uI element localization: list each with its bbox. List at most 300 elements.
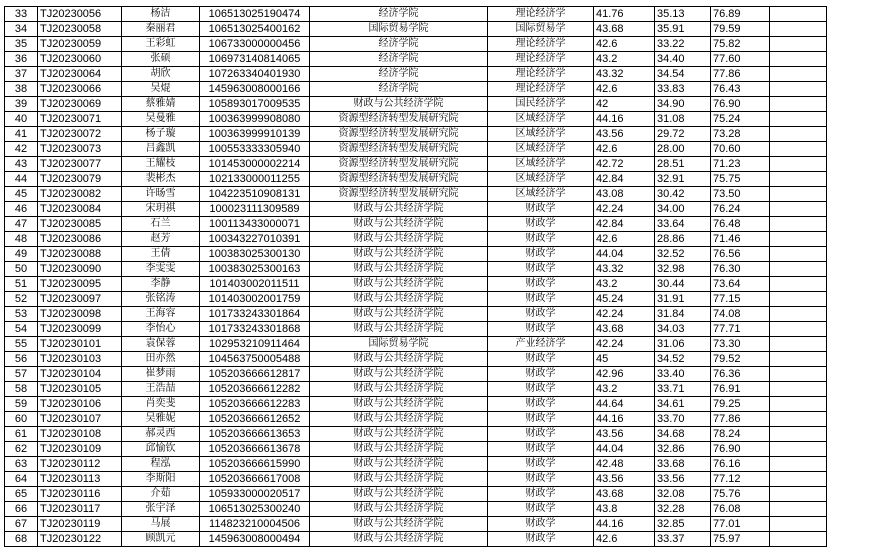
score-2-cell: 33.70 [655, 412, 711, 427]
college-cell: 财政与公共经济学院 [310, 442, 488, 457]
candidate-id-cell: TJ20230071 [38, 112, 122, 127]
college-cell: 财政与公共经济学院 [310, 322, 488, 337]
candidate-id-cell: TJ20230082 [38, 187, 122, 202]
score-2-cell: 30.42 [655, 187, 711, 202]
empty-cell [770, 397, 827, 412]
score-2-cell: 35.13 [655, 7, 711, 22]
name-cell: 秦丽君 [122, 22, 200, 37]
score-1-cell: 43.32 [594, 67, 655, 82]
name-cell: 李怡心 [122, 322, 200, 337]
score-1-cell: 43.32 [594, 262, 655, 277]
candidate-id-cell: TJ20230104 [38, 367, 122, 382]
college-cell: 国际贸易学院 [310, 22, 488, 37]
score-2-cell: 33.37 [655, 532, 711, 547]
score-2-cell: 31.06 [655, 337, 711, 352]
score-2-cell: 33.71 [655, 382, 711, 397]
score-1-cell: 42.6 [594, 142, 655, 157]
name-cell: 袁保蓉 [122, 337, 200, 352]
name-cell: 蔡雅婧 [122, 97, 200, 112]
major-cell: 财政学 [488, 322, 594, 337]
row-index-cell: 43 [5, 157, 38, 172]
table-row [5, 367, 827, 382]
name-cell: 吴焜 [122, 82, 200, 97]
row-index-cell: 67 [5, 517, 38, 532]
major-cell: 区域经济学 [488, 157, 594, 172]
empty-cell [770, 202, 827, 217]
table-row [5, 307, 827, 322]
candidate-id-cell: TJ20230056 [38, 7, 122, 22]
name-cell: 王彩虹 [122, 37, 200, 52]
exam-number-cell: 100383025300130 [200, 247, 310, 262]
row-index-cell: 37 [5, 67, 38, 82]
score-2-cell: 29.72 [655, 127, 711, 142]
major-cell: 财政学 [488, 292, 594, 307]
major-cell: 财政学 [488, 502, 594, 517]
candidate-id-cell: TJ20230107 [38, 412, 122, 427]
score-2-cell: 34.54 [655, 67, 711, 82]
table-row [5, 22, 827, 37]
exam-number-cell: 106733000000456 [200, 37, 310, 52]
total-score-cell: 76.48 [711, 217, 770, 232]
candidate-id-cell: TJ20230069 [38, 97, 122, 112]
empty-cell [770, 7, 827, 22]
candidate-id-cell: TJ20230073 [38, 142, 122, 157]
candidate-id-cell: TJ20230085 [38, 217, 122, 232]
candidate-id-cell: TJ20230101 [38, 337, 122, 352]
major-cell: 财政学 [488, 397, 594, 412]
major-cell: 财政学 [488, 487, 594, 502]
score-1-cell: 44.16 [594, 112, 655, 127]
college-cell: 资源型经济转型发展研究院 [310, 187, 488, 202]
row-index-cell: 34 [5, 22, 38, 37]
candidate-id-cell: TJ20230072 [38, 127, 122, 142]
score-1-cell: 43.2 [594, 52, 655, 67]
table-row [5, 292, 827, 307]
exam-number-cell: 102133000011255 [200, 172, 310, 187]
college-cell: 财政与公共经济学院 [310, 457, 488, 472]
exam-number-cell: 101733243301868 [200, 322, 310, 337]
name-cell: 宋玥祺 [122, 202, 200, 217]
name-cell: 王耀枝 [122, 157, 200, 172]
empty-cell [770, 127, 827, 142]
college-cell: 财政与公共经济学院 [310, 307, 488, 322]
exam-number-cell: 100383025300163 [200, 262, 310, 277]
score-2-cell: 33.40 [655, 367, 711, 382]
table-row [5, 442, 827, 457]
major-cell: 理论经济学 [488, 82, 594, 97]
score-1-cell: 43.68 [594, 22, 655, 37]
major-cell: 财政学 [488, 457, 594, 472]
candidate-id-cell: TJ20230066 [38, 82, 122, 97]
total-score-cell: 73.64 [711, 277, 770, 292]
table-row [5, 277, 827, 292]
college-cell: 财政与公共经济学院 [310, 352, 488, 367]
score-1-cell: 43.8 [594, 502, 655, 517]
exam-number-cell: 100113433000071 [200, 217, 310, 232]
exam-number-cell: 114823210004506 [200, 517, 310, 532]
score-2-cell: 32.28 [655, 502, 711, 517]
score-2-cell: 33.22 [655, 37, 711, 52]
college-cell: 财政与公共经济学院 [310, 232, 488, 247]
row-index-cell: 63 [5, 457, 38, 472]
score-2-cell: 28.00 [655, 142, 711, 157]
major-cell: 财政学 [488, 412, 594, 427]
table-row [5, 127, 827, 142]
exam-number-cell: 106973140814065 [200, 52, 310, 67]
major-cell: 财政学 [488, 352, 594, 367]
score-1-cell: 44.16 [594, 517, 655, 532]
name-cell: 张宇泽 [122, 502, 200, 517]
candidate-id-cell: TJ20230064 [38, 67, 122, 82]
table-row [5, 427, 827, 442]
college-cell: 经济学院 [310, 37, 488, 52]
exam-number-cell: 100553333305940 [200, 142, 310, 157]
empty-cell [770, 67, 827, 82]
candidate-id-cell: TJ20230119 [38, 517, 122, 532]
row-index-cell: 58 [5, 382, 38, 397]
candidate-id-cell: TJ20230105 [38, 382, 122, 397]
college-cell: 财政与公共经济学院 [310, 262, 488, 277]
total-score-cell: 76.90 [711, 97, 770, 112]
college-cell: 财政与公共经济学院 [310, 532, 488, 547]
exam-number-cell: 102953210911464 [200, 337, 310, 352]
total-score-cell: 71.46 [711, 232, 770, 247]
major-cell: 财政学 [488, 262, 594, 277]
major-cell: 财政学 [488, 202, 594, 217]
row-index-cell: 49 [5, 247, 38, 262]
score-1-cell: 42.48 [594, 457, 655, 472]
score-1-cell: 41.76 [594, 7, 655, 22]
major-cell: 理论经济学 [488, 37, 594, 52]
empty-cell [770, 187, 827, 202]
total-score-cell: 75.24 [711, 112, 770, 127]
table-row [5, 262, 827, 277]
exam-number-cell: 104563750005488 [200, 352, 310, 367]
major-cell: 财政学 [488, 427, 594, 442]
table-row [5, 172, 827, 187]
empty-cell [770, 352, 827, 367]
score-1-cell: 42.72 [594, 157, 655, 172]
score-2-cell: 34.61 [655, 397, 711, 412]
table-row [5, 157, 827, 172]
score-2-cell: 34.68 [655, 427, 711, 442]
score-2-cell: 34.40 [655, 52, 711, 67]
name-cell: 杨子璇 [122, 127, 200, 142]
score-1-cell: 43.56 [594, 427, 655, 442]
empty-cell [770, 532, 827, 547]
college-cell: 财政与公共经济学院 [310, 202, 488, 217]
table-row [5, 487, 827, 502]
exam-number-cell: 145963008000494 [200, 532, 310, 547]
name-cell: 崔梦雨 [122, 367, 200, 382]
exam-number-cell: 107263340401930 [200, 67, 310, 82]
table-row [5, 112, 827, 127]
name-cell: 王浩喆 [122, 382, 200, 397]
table-row [5, 472, 827, 487]
total-score-cell: 75.76 [711, 487, 770, 502]
college-cell: 经济学院 [310, 67, 488, 82]
row-index-cell: 48 [5, 232, 38, 247]
score-1-cell: 42.6 [594, 82, 655, 97]
candidate-id-cell: TJ20230112 [38, 457, 122, 472]
major-cell: 国民经济学 [488, 97, 594, 112]
empty-cell [770, 217, 827, 232]
empty-cell [770, 472, 827, 487]
score-2-cell: 33.64 [655, 217, 711, 232]
empty-cell [770, 157, 827, 172]
row-index-cell: 60 [5, 412, 38, 427]
name-cell: 李雯雯 [122, 262, 200, 277]
score-2-cell: 31.91 [655, 292, 711, 307]
row-index-cell: 41 [5, 127, 38, 142]
row-index-cell: 51 [5, 277, 38, 292]
college-cell: 财政与公共经济学院 [310, 427, 488, 442]
empty-cell [770, 277, 827, 292]
college-cell: 财政与公共经济学院 [310, 292, 488, 307]
major-cell: 财政学 [488, 247, 594, 262]
score-1-cell: 44.04 [594, 247, 655, 262]
major-cell: 区域经济学 [488, 127, 594, 142]
exam-number-cell: 105203666617008 [200, 472, 310, 487]
table-row [5, 412, 827, 427]
exam-number-cell: 106513025190474 [200, 7, 310, 22]
college-cell: 财政与公共经济学院 [310, 517, 488, 532]
major-cell: 产业经济学 [488, 337, 594, 352]
total-score-cell: 77.71 [711, 322, 770, 337]
table-row [5, 517, 827, 532]
college-cell: 财政与公共经济学院 [310, 472, 488, 487]
major-cell: 区域经济学 [488, 172, 594, 187]
total-score-cell: 77.86 [711, 412, 770, 427]
college-cell: 财政与公共经济学院 [310, 397, 488, 412]
empty-cell [770, 322, 827, 337]
candidate-id-cell: TJ20230106 [38, 397, 122, 412]
exam-number-cell: 101403002001759 [200, 292, 310, 307]
empty-cell [770, 367, 827, 382]
empty-cell [770, 247, 827, 262]
exam-number-cell: 101453000002214 [200, 157, 310, 172]
major-cell: 区域经济学 [488, 142, 594, 157]
major-cell: 理论经济学 [488, 7, 594, 22]
exam-number-cell: 100363999910139 [200, 127, 310, 142]
total-score-cell: 76.43 [711, 82, 770, 97]
total-score-cell: 73.28 [711, 127, 770, 142]
row-index-cell: 68 [5, 532, 38, 547]
score-1-cell: 45 [594, 352, 655, 367]
row-index-cell: 45 [5, 187, 38, 202]
table-row [5, 247, 827, 262]
score-1-cell: 42.24 [594, 202, 655, 217]
score-2-cell: 31.84 [655, 307, 711, 322]
candidate-id-cell: TJ20230060 [38, 52, 122, 67]
exam-number-cell: 105203666612283 [200, 397, 310, 412]
college-cell: 财政与公共经济学院 [310, 382, 488, 397]
empty-cell [770, 172, 827, 187]
table-row [5, 187, 827, 202]
score-1-cell: 42.24 [594, 337, 655, 352]
row-index-cell: 57 [5, 367, 38, 382]
candidate-id-cell: TJ20230058 [38, 22, 122, 37]
candidate-id-cell: TJ20230113 [38, 472, 122, 487]
score-1-cell: 42.6 [594, 532, 655, 547]
exam-number-cell: 101733243301864 [200, 307, 310, 322]
college-cell: 资源型经济转型发展研究院 [310, 172, 488, 187]
college-cell: 财政与公共经济学院 [310, 502, 488, 517]
exam-number-cell: 100343227010391 [200, 232, 310, 247]
total-score-cell: 77.01 [711, 517, 770, 532]
score-1-cell: 43.2 [594, 382, 655, 397]
college-cell: 经济学院 [310, 7, 488, 22]
candidate-id-cell: TJ20230084 [38, 202, 122, 217]
candidate-id-cell: TJ20230088 [38, 247, 122, 262]
score-1-cell: 43.68 [594, 322, 655, 337]
total-score-cell: 73.30 [711, 337, 770, 352]
row-index-cell: 50 [5, 262, 38, 277]
empty-cell [770, 232, 827, 247]
total-score-cell: 76.08 [711, 502, 770, 517]
name-cell: 杨洁 [122, 7, 200, 22]
score-2-cell: 34.03 [655, 322, 711, 337]
score-2-cell: 35.91 [655, 22, 711, 37]
row-index-cell: 42 [5, 142, 38, 157]
total-score-cell: 76.56 [711, 247, 770, 262]
total-score-cell: 75.82 [711, 37, 770, 52]
row-index-cell: 33 [5, 7, 38, 22]
row-index-cell: 52 [5, 292, 38, 307]
score-2-cell: 33.56 [655, 472, 711, 487]
major-cell: 国际贸易学 [488, 22, 594, 37]
total-score-cell: 76.24 [711, 202, 770, 217]
row-index-cell: 46 [5, 202, 38, 217]
candidate-id-cell: TJ20230086 [38, 232, 122, 247]
name-cell: 田亦然 [122, 352, 200, 367]
total-score-cell: 78.24 [711, 427, 770, 442]
exam-number-cell: 106513025300240 [200, 502, 310, 517]
exam-number-cell: 105933000020517 [200, 487, 310, 502]
college-cell: 资源型经济转型发展研究院 [310, 157, 488, 172]
empty-cell [770, 112, 827, 127]
table-row [5, 457, 827, 472]
table-row [5, 97, 827, 112]
candidate-id-cell: TJ20230116 [38, 487, 122, 502]
total-score-cell: 77.12 [711, 472, 770, 487]
name-cell: 王海容 [122, 307, 200, 322]
candidate-id-cell: TJ20230059 [38, 37, 122, 52]
total-score-cell: 75.75 [711, 172, 770, 187]
empty-cell [770, 37, 827, 52]
college-cell: 经济学院 [310, 52, 488, 67]
empty-cell [770, 517, 827, 532]
candidate-id-cell: TJ20230109 [38, 442, 122, 457]
total-score-cell: 76.30 [711, 262, 770, 277]
name-cell: 介茹 [122, 487, 200, 502]
exam-number-cell: 106513025400162 [200, 22, 310, 37]
exam-number-cell: 105893017009535 [200, 97, 310, 112]
score-1-cell: 42.6 [594, 37, 655, 52]
major-cell: 理论经济学 [488, 52, 594, 67]
major-cell: 财政学 [488, 307, 594, 322]
exam-number-cell: 100023111309589 [200, 202, 310, 217]
table-row [5, 502, 827, 517]
name-cell: 张铭涛 [122, 292, 200, 307]
score-1-cell: 43.08 [594, 187, 655, 202]
table-row [5, 322, 827, 337]
name-cell: 石兰 [122, 217, 200, 232]
empty-cell [770, 427, 827, 442]
table-row [5, 82, 827, 97]
empty-cell [770, 457, 827, 472]
row-index-cell: 36 [5, 52, 38, 67]
empty-cell [770, 382, 827, 397]
total-score-cell: 79.25 [711, 397, 770, 412]
empty-cell [770, 262, 827, 277]
exam-number-cell: 104223510908131 [200, 187, 310, 202]
score-2-cell: 34.90 [655, 97, 711, 112]
row-index-cell: 65 [5, 487, 38, 502]
table-row [5, 232, 827, 247]
score-1-cell: 44.64 [594, 397, 655, 412]
major-cell: 财政学 [488, 232, 594, 247]
score-2-cell: 34.52 [655, 352, 711, 367]
score-2-cell: 32.98 [655, 262, 711, 277]
score-2-cell: 32.86 [655, 442, 711, 457]
row-index-cell: 55 [5, 337, 38, 352]
score-1-cell: 42.24 [594, 307, 655, 322]
name-cell: 王倩 [122, 247, 200, 262]
college-cell: 财政与公共经济学院 [310, 217, 488, 232]
score-2-cell: 32.91 [655, 172, 711, 187]
candidate-id-cell: TJ20230108 [38, 427, 122, 442]
major-cell: 区域经济学 [488, 187, 594, 202]
table-row [5, 352, 827, 367]
candidate-id-cell: TJ20230099 [38, 322, 122, 337]
total-score-cell: 77.60 [711, 52, 770, 67]
candidate-id-cell: TJ20230117 [38, 502, 122, 517]
row-index-cell: 61 [5, 427, 38, 442]
exam-number-cell: 101403002011511 [200, 277, 310, 292]
name-cell: 赵芳 [122, 232, 200, 247]
empty-cell [770, 22, 827, 37]
empty-cell [770, 337, 827, 352]
total-score-cell: 76.36 [711, 367, 770, 382]
name-cell: 郝灵西 [122, 427, 200, 442]
table-row [5, 217, 827, 232]
name-cell: 邱愉钦 [122, 442, 200, 457]
exam-number-cell: 100363999908080 [200, 112, 310, 127]
empty-cell [770, 307, 827, 322]
table-row [5, 67, 827, 82]
college-cell: 财政与公共经济学院 [310, 97, 488, 112]
exam-number-cell: 105203666612282 [200, 382, 310, 397]
score-2-cell: 32.52 [655, 247, 711, 262]
name-cell: 吕鑫凯 [122, 142, 200, 157]
score-2-cell: 33.83 [655, 82, 711, 97]
empty-cell [770, 52, 827, 67]
college-cell: 财政与公共经济学院 [310, 487, 488, 502]
row-index-cell: 44 [5, 172, 38, 187]
major-cell: 财政学 [488, 382, 594, 397]
name-cell: 许旸雪 [122, 187, 200, 202]
score-2-cell: 32.85 [655, 517, 711, 532]
row-index-cell: 66 [5, 502, 38, 517]
empty-cell [770, 292, 827, 307]
table-row [5, 7, 827, 22]
name-cell: 程泓 [122, 457, 200, 472]
table-row [5, 52, 827, 67]
score-1-cell: 42.96 [594, 367, 655, 382]
score-1-cell: 43.68 [594, 487, 655, 502]
name-cell: 裴彬杰 [122, 172, 200, 187]
